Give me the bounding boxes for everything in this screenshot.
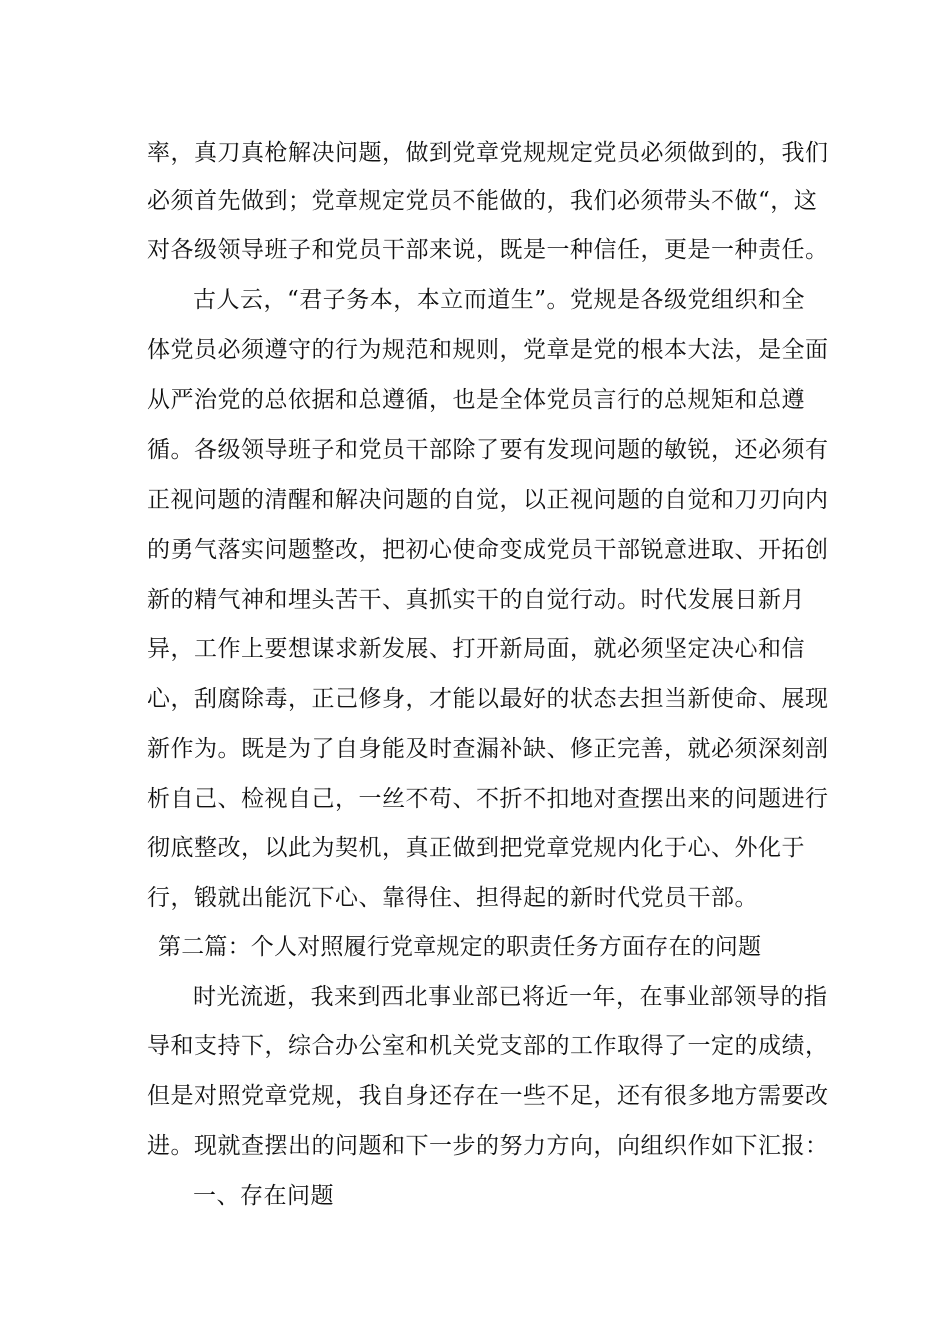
paragraph-line: 异，工作上要想谋求新发展、打开新局面，就必须坚定决心和信: [147, 636, 805, 662]
section-heading: 第二篇：个人对照履行党章规定的职责任务方面存在的问题: [158, 934, 762, 960]
subsection-heading: 一、存在问题: [193, 1183, 334, 1209]
paragraph-line: 导和支持下，综合办公室和机关党支部的工作取得了一定的成绩，: [147, 1033, 829, 1059]
paragraph-line: 古人云，“君子务本，本立而道生”。党规是各级党组织和全: [193, 287, 806, 313]
paragraph-line: 率，真刀真枪解决问题，做到党章党规规定党员必须做到的，我们: [147, 140, 829, 166]
paragraph-line: 体党员必须遵守的行为规范和规则，党章是党的根本大法，是全面: [147, 337, 829, 363]
paragraph-line: 新的精气神和埋头苦干、真抓实干的自觉行动。时代发展日新月: [147, 587, 805, 613]
paragraph-line: 的勇气落实问题整改，把初心使命变成党员干部锐意进取、开拓创: [147, 537, 829, 563]
paragraph-line: 时光流逝，我来到西北事业部已将近一年，在事业部领导的指: [193, 984, 828, 1010]
paragraph-line: 从严治党的总依据和总遵循，也是全体党员言行的总规矩和总遵: [147, 387, 805, 413]
paragraph-line: 必须首先做到；党章规定党员不能做的，我们必须带头不做“，这: [147, 188, 818, 214]
paragraph-line: 进。现就查摆出的问题和下一步的努力方向，向组织作如下汇报：: [147, 1133, 829, 1159]
paragraph-line: 正视问题的清醒和解决问题的自觉，以正视问题的自觉和刀刃向内: [147, 487, 829, 513]
paragraph-line: 行，锻就出能沉下心、靠得住、担得起的新时代党员干部。: [147, 885, 758, 911]
paragraph-line: 但是对照党章党规，我自身还存在一些不足，还有很多地方需要改: [147, 1083, 829, 1109]
paragraph-line: 新作为。既是为了自身能及时查漏补缺、修正完善，就必须深刻剖: [147, 736, 829, 762]
paragraph-line: 彻底整改，以此为契机，真正做到把党章党规内化于心、外化于: [147, 835, 805, 861]
paragraph-line: 循。各级领导班子和党员干部除了要有发现问题的敏锐，还必须有: [147, 437, 829, 463]
paragraph-line: 析自己、检视自己，一丝不苟、不折不扣地对查摆出来的问题进行: [147, 786, 829, 812]
paragraph-line: 心，刮腐除毒，正己修身，才能以最好的状态去担当新使命、展现: [147, 686, 829, 712]
paragraph-line: 对各级领导班子和党员干部来说，既是一种信任，更是一种责任。: [147, 237, 829, 263]
